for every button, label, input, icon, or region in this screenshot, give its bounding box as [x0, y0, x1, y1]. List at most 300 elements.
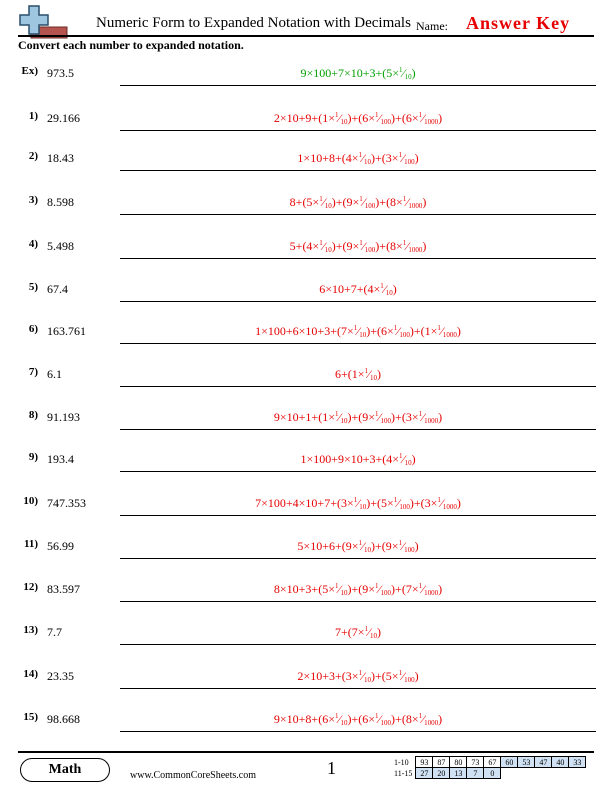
fraction-close-paren: ): [422, 239, 427, 253]
fraction-close-paren: ): [391, 410, 396, 424]
fraction-close-paren: ): [331, 239, 336, 253]
fraction-coefficient: (6×: [318, 712, 335, 726]
fraction-denominator: 100: [404, 158, 415, 166]
fraction-term: [382, 539, 419, 553]
fraction-slash: ⁄: [422, 410, 425, 424]
answer-line: [120, 301, 596, 302]
fraction-numerator: 1: [437, 496, 441, 504]
fraction-numerator: 1: [359, 195, 363, 203]
answer-key-label: Answer Key: [466, 13, 571, 33]
problem-number: 10): [23, 495, 38, 507]
problem-number: 8): [28, 409, 38, 421]
score-table: [392, 756, 586, 779]
fraction-numerator: 1: [319, 239, 323, 247]
answer-term: 9×10+8+: [273, 712, 319, 726]
fraction-coefficient: (9×: [358, 410, 376, 424]
problem-number: 4): [28, 238, 38, 250]
fraction-term: [343, 195, 380, 209]
problem-number: 7): [28, 366, 38, 378]
answer-term: +: [351, 111, 359, 125]
fraction-close-paren: ): [414, 669, 419, 683]
answer-term: +: [351, 582, 359, 596]
fraction-slash: ⁄: [402, 669, 405, 683]
fraction-term: [358, 410, 395, 424]
answer-term: 9×100+7×10+3+: [300, 66, 383, 80]
fraction-denominator: 10: [340, 719, 348, 727]
answer-term: 5×10+6+: [297, 539, 342, 553]
fraction-coefficient: (3×: [420, 496, 438, 510]
problem-value: 8.598: [47, 195, 74, 209]
problem-value: 56.99: [47, 539, 74, 553]
fraction-term: [342, 669, 375, 683]
answer-line: [120, 343, 596, 344]
fraction-denominator: 10: [324, 246, 332, 254]
answer-expression: [120, 582, 596, 597]
answer-term: 1×10+8+: [297, 151, 342, 165]
score-cell: 53: [518, 757, 535, 768]
problem-value: 5.498: [47, 239, 74, 253]
fraction-denominator: 100: [364, 246, 376, 254]
problem-number: 3): [28, 194, 38, 206]
fraction-slash: ⁄: [362, 539, 365, 553]
example-problem: [0, 65, 612, 95]
fraction-close-paren: ): [409, 324, 414, 338]
answer-term: 6×10+7+: [319, 282, 364, 296]
fraction-coefficient: (9×: [358, 582, 376, 596]
fraction-slash: ⁄: [397, 324, 400, 338]
fraction-slash: ⁄: [422, 582, 425, 596]
problem-value: 67.4: [47, 282, 68, 296]
answer-line: [120, 170, 596, 171]
answer-line: [120, 386, 596, 387]
answer-term: 1×100+6×10+3+: [255, 324, 337, 338]
answer-term: +: [370, 496, 378, 510]
score-row-label: 1-10: [394, 757, 409, 767]
answer-expression: [120, 66, 596, 81]
fraction-slash: ⁄: [368, 367, 371, 381]
fraction-numerator: 1: [334, 410, 339, 418]
fraction-denominator: 100: [380, 118, 392, 126]
fraction-numerator: 1: [364, 367, 369, 375]
fraction-numerator: 1: [359, 239, 363, 247]
fraction-term: [318, 410, 351, 424]
answer-term: +: [375, 539, 382, 553]
answer-term: 2×10+3+: [297, 669, 342, 683]
answer-line: [120, 515, 596, 516]
fraction-term: [342, 151, 375, 165]
answer-term: +: [351, 410, 359, 424]
fraction-close-paren: ): [414, 151, 419, 165]
fraction-numerator: 1: [353, 496, 358, 504]
fraction-denominator: 10: [359, 503, 367, 511]
score-cell: 73: [467, 757, 484, 768]
problem-row: [0, 323, 612, 353]
fraction-close-paren: ): [347, 111, 352, 125]
fraction-slash: ⁄: [440, 496, 443, 510]
answer-expression: [120, 452, 596, 467]
fraction-close-paren: ): [375, 195, 380, 209]
fraction-numerator: 1: [402, 195, 407, 203]
fraction-slash: ⁄: [406, 195, 409, 209]
fraction-slash: ⁄: [368, 625, 371, 639]
fraction-slash: ⁄: [406, 239, 409, 253]
problem-number: 2): [28, 150, 38, 162]
answer-expression: [120, 111, 596, 126]
answer-expression: [120, 151, 596, 166]
fraction-numerator: 1: [418, 582, 423, 590]
fraction-coefficient: (6×: [377, 324, 394, 338]
fraction-denominator: 10: [404, 73, 412, 81]
problem-number: 1): [28, 110, 38, 122]
fraction-term: [358, 582, 395, 596]
answer-term: 8+: [289, 195, 303, 209]
fraction-close-paren: ): [438, 111, 443, 125]
fraction-denominator: 1000: [424, 589, 439, 597]
problem-row: [0, 281, 612, 311]
fraction-denominator: 10: [324, 202, 332, 210]
score-cell: 60: [501, 757, 518, 768]
problem-value: 98.668: [47, 712, 80, 726]
problem-row: [0, 668, 612, 698]
fraction-term: [348, 625, 381, 639]
problem-value: 91.193: [47, 410, 80, 424]
fraction-close-paren: ): [377, 625, 382, 639]
fraction-numerator: 1: [380, 282, 384, 290]
fraction-denominator: 1000: [424, 719, 439, 727]
score-cell: 93: [416, 757, 433, 768]
answer-line: [120, 731, 596, 732]
fraction-coefficient: (4×: [341, 151, 359, 165]
page-number: 1: [327, 758, 336, 778]
fraction-term: [302, 239, 335, 253]
fraction-term: [318, 111, 351, 125]
fraction-term: [402, 582, 442, 596]
problem-value: 193.4: [47, 452, 74, 466]
fraction-coefficient: (1×: [318, 410, 335, 424]
answer-term: +: [335, 239, 343, 253]
problem-value: 29.166: [47, 111, 80, 125]
answer-term: 7×100+4×10+7+: [255, 496, 337, 510]
fraction-slash: ⁄: [338, 410, 341, 424]
problem-row: [0, 409, 612, 439]
fraction-close-paren: ): [409, 496, 414, 510]
fraction-close-paren: ): [366, 496, 371, 510]
problem-number: 15): [23, 711, 38, 723]
fraction-coefficient: (5×: [302, 195, 320, 209]
answer-expression: [120, 410, 596, 425]
fraction-close-paren: ): [391, 582, 396, 596]
fraction-close-paren: ): [438, 712, 443, 726]
fraction-close-paren: ): [371, 539, 376, 553]
fraction-denominator: 100: [364, 202, 376, 210]
fraction-slash: ⁄: [362, 239, 365, 253]
fraction-numerator: 1: [334, 712, 339, 720]
answer-expression: [120, 625, 596, 640]
fraction-term: [382, 669, 419, 683]
fraction-coefficient: (1×: [347, 367, 365, 381]
fraction-denominator: 10: [364, 158, 372, 166]
fraction-close-paren: ): [331, 195, 336, 209]
fraction-denominator: 100: [380, 719, 392, 727]
problem-value: 6.1: [47, 367, 62, 381]
score-cell: 0: [484, 768, 501, 779]
fraction-numerator: 1: [358, 539, 362, 547]
fraction-coefficient: (1×: [318, 111, 335, 125]
score-row: [392, 757, 586, 768]
fraction-numerator: 1: [398, 151, 403, 159]
answer-term: +: [413, 324, 421, 338]
fraction-denominator: 10: [364, 676, 372, 684]
fraction-close-paren: ): [456, 496, 461, 510]
answer-term: +: [375, 151, 382, 165]
plus-cross-logo-icon: [17, 5, 69, 39]
fraction-coefficient: (5×: [382, 66, 400, 80]
fraction-slash: ⁄: [338, 712, 341, 726]
answer-expression: [120, 539, 596, 554]
answer-expression: [120, 324, 596, 339]
fraction-numerator: 1: [334, 111, 339, 119]
fraction-coefficient: (3×: [341, 669, 359, 683]
answer-line: [120, 644, 596, 645]
fraction-denominator: 10: [340, 417, 348, 425]
fraction-numerator: 1: [418, 410, 423, 418]
fraction-numerator: 1: [353, 324, 358, 332]
fraction-close-paren: ): [414, 539, 419, 553]
fraction-term: [421, 324, 461, 338]
fraction-slash: ⁄: [357, 496, 360, 510]
fraction-denominator: 100: [404, 546, 415, 554]
answer-line: [120, 601, 596, 602]
fraction-close-paren: ): [347, 712, 352, 726]
answer-line: [120, 85, 596, 86]
answer-line: [120, 214, 596, 215]
answer-term: 6+: [334, 367, 348, 381]
answer-expression: [120, 496, 596, 511]
fraction-denominator: 10: [370, 374, 378, 382]
fraction-coefficient: (5×: [381, 669, 399, 683]
fraction-close-paren: ): [375, 239, 380, 253]
fraction-close-paren: ): [411, 452, 416, 466]
problem-number: 5): [28, 281, 38, 293]
problem-number: 13): [23, 624, 38, 636]
fraction-slash: ⁄: [378, 712, 381, 726]
answer-expression: [120, 282, 596, 297]
fraction-coefficient: (4×: [382, 452, 400, 466]
problem-row: [0, 110, 612, 140]
fraction-coefficient: (6×: [358, 111, 376, 125]
fraction-close-paren: ): [391, 712, 396, 726]
problem-value: 163.761: [47, 324, 86, 338]
fraction-denominator: 100: [380, 589, 392, 597]
answer-line: [120, 558, 596, 559]
problem-number: 12): [23, 581, 38, 593]
problem-row: [0, 238, 612, 268]
fraction-slash: ⁄: [322, 239, 325, 253]
fraction-coefficient: (6×: [358, 712, 376, 726]
fraction-numerator: 1: [375, 582, 379, 590]
fraction-denominator: 10: [340, 589, 348, 597]
fraction-coefficient: (1×: [420, 324, 438, 338]
fraction-slash: ⁄: [338, 111, 341, 125]
fraction-slash: ⁄: [362, 151, 365, 165]
fraction-slash: ⁄: [402, 452, 405, 466]
fraction-close-paren: ): [377, 367, 382, 381]
answer-line: [120, 471, 596, 472]
fraction-term: [358, 111, 395, 125]
problem-row: [0, 711, 612, 741]
fraction-coefficient: (5×: [377, 496, 394, 510]
answer-term: +: [395, 111, 402, 125]
fraction-numerator: 1: [398, 539, 403, 547]
problem-value: 973.5: [47, 66, 74, 80]
score-cell: 27: [416, 768, 433, 779]
fraction-coefficient: (3×: [401, 410, 419, 424]
problem-row: [0, 194, 612, 224]
fraction-coefficient: (9×: [342, 239, 360, 253]
answer-term: +: [379, 239, 387, 253]
score-cell: 80: [450, 757, 467, 768]
problem-row: [0, 538, 612, 568]
score-row-label: 11-15: [394, 768, 413, 778]
fraction-denominator: 1000: [424, 417, 439, 425]
problem-row: [0, 366, 612, 396]
problem-value: 747.353: [47, 496, 86, 510]
problem-value: 18.43: [47, 151, 74, 165]
fraction-slash: ⁄: [378, 410, 381, 424]
fraction-term: [402, 111, 442, 125]
fraction-term: [343, 239, 380, 253]
fraction-term: [348, 367, 381, 381]
fraction-coefficient: (7×: [401, 582, 419, 596]
answer-line: [120, 258, 596, 259]
name-label: Name:: [416, 19, 448, 33]
fraction-coefficient: (7×: [347, 625, 365, 639]
fraction-close-paren: ): [392, 282, 397, 296]
answer-term: +: [395, 712, 402, 726]
fraction-denominator: 10: [404, 459, 412, 467]
answer-term: 2×10+9+: [273, 111, 319, 125]
fraction-close-paren: ): [438, 410, 443, 424]
fraction-numerator: 1: [334, 582, 339, 590]
fraction-term: [421, 496, 461, 510]
fraction-term: [337, 324, 370, 338]
fraction-term: [382, 151, 419, 165]
fraction-term: [318, 712, 351, 726]
fraction-close-paren: ): [422, 195, 427, 209]
answer-term: +: [370, 324, 378, 338]
fraction-coefficient: (8×: [386, 195, 403, 209]
problem-value: 7.7: [47, 625, 62, 639]
fraction-term: [342, 539, 375, 553]
problem-row: [0, 624, 612, 654]
fraction-coefficient: (4×: [302, 239, 320, 253]
fraction-coefficient: (4×: [363, 282, 381, 296]
fraction-coefficient: (5×: [318, 582, 335, 596]
fraction-slash: ⁄: [362, 195, 365, 209]
fraction-close-paren: ): [438, 582, 443, 596]
fraction-slash: ⁄: [322, 195, 325, 209]
fraction-term: [402, 410, 442, 424]
problem-number: Ex): [21, 65, 38, 77]
score-row: [392, 768, 586, 779]
answer-term: 9×10+1+: [273, 410, 319, 424]
fraction-close-paren: ): [371, 669, 376, 683]
instructions: Convert each number to expanded notation.: [18, 38, 244, 52]
fraction-term: [382, 452, 415, 466]
fraction-denominator: 1000: [442, 503, 457, 511]
header-divider: [18, 35, 594, 37]
fraction-denominator: 1000: [408, 246, 423, 254]
answer-term: +: [351, 712, 359, 726]
fraction-slash: ⁄: [378, 111, 381, 125]
fraction-denominator: 100: [380, 417, 392, 425]
problem-row: [0, 495, 612, 525]
fraction-slash: ⁄: [383, 282, 386, 296]
footer-divider: [18, 751, 594, 753]
answer-term: +: [395, 410, 402, 424]
fraction-numerator: 1: [437, 324, 441, 332]
fraction-slash: ⁄: [362, 669, 365, 683]
problem-value: 83.597: [47, 582, 80, 596]
problem-number: 6): [28, 323, 38, 335]
fraction-denominator: 10: [385, 289, 393, 297]
fraction-coefficient: (9×: [342, 195, 360, 209]
fraction-close-paren: ): [391, 111, 396, 125]
fraction-close-paren: ): [347, 410, 352, 424]
fraction-denominator: 1000: [424, 118, 439, 126]
fraction-slash: ⁄: [402, 539, 405, 553]
fraction-numerator: 1: [319, 195, 323, 203]
score-cell: 13: [450, 768, 467, 779]
fraction-close-paren: ): [456, 324, 461, 338]
answer-term: 5+: [289, 239, 303, 253]
score-cell: 47: [535, 757, 552, 768]
fraction-term: [318, 582, 351, 596]
fraction-numerator: 1: [375, 410, 379, 418]
fraction-denominator: 10: [364, 546, 372, 554]
answer-expression: [120, 195, 596, 210]
fraction-close-paren: ): [366, 324, 371, 338]
answer-expression: [120, 367, 596, 382]
answer-term: 1×100+9×10+3+: [300, 452, 383, 466]
fraction-numerator: 1: [399, 452, 403, 460]
fraction-term: [337, 496, 370, 510]
score-cell: 20: [433, 768, 450, 779]
fraction-term: [358, 712, 395, 726]
fraction-denominator: 100: [404, 676, 415, 684]
fraction-coefficient: (6×: [401, 111, 419, 125]
fraction-slash: ⁄: [402, 66, 405, 80]
score-cell: 7: [467, 768, 484, 779]
answer-term: +: [395, 582, 402, 596]
fraction-coefficient: (9×: [341, 539, 359, 553]
answer-expression: [120, 239, 596, 254]
fraction-denominator: 1000: [442, 331, 457, 339]
fraction-term: [382, 66, 415, 80]
fraction-close-paren: ): [411, 66, 416, 80]
answer-line: [120, 429, 596, 430]
fraction-numerator: 1: [393, 496, 398, 504]
fraction-denominator: 10: [370, 632, 378, 640]
answer-term: +: [335, 195, 343, 209]
fraction-slash: ⁄: [440, 324, 443, 338]
answer-line: [120, 688, 596, 689]
fraction-coefficient: (9×: [381, 539, 399, 553]
fraction-coefficient: (8×: [401, 712, 419, 726]
fraction-term: [377, 324, 414, 338]
answer-expression: [120, 669, 596, 684]
answer-term: +: [413, 496, 421, 510]
